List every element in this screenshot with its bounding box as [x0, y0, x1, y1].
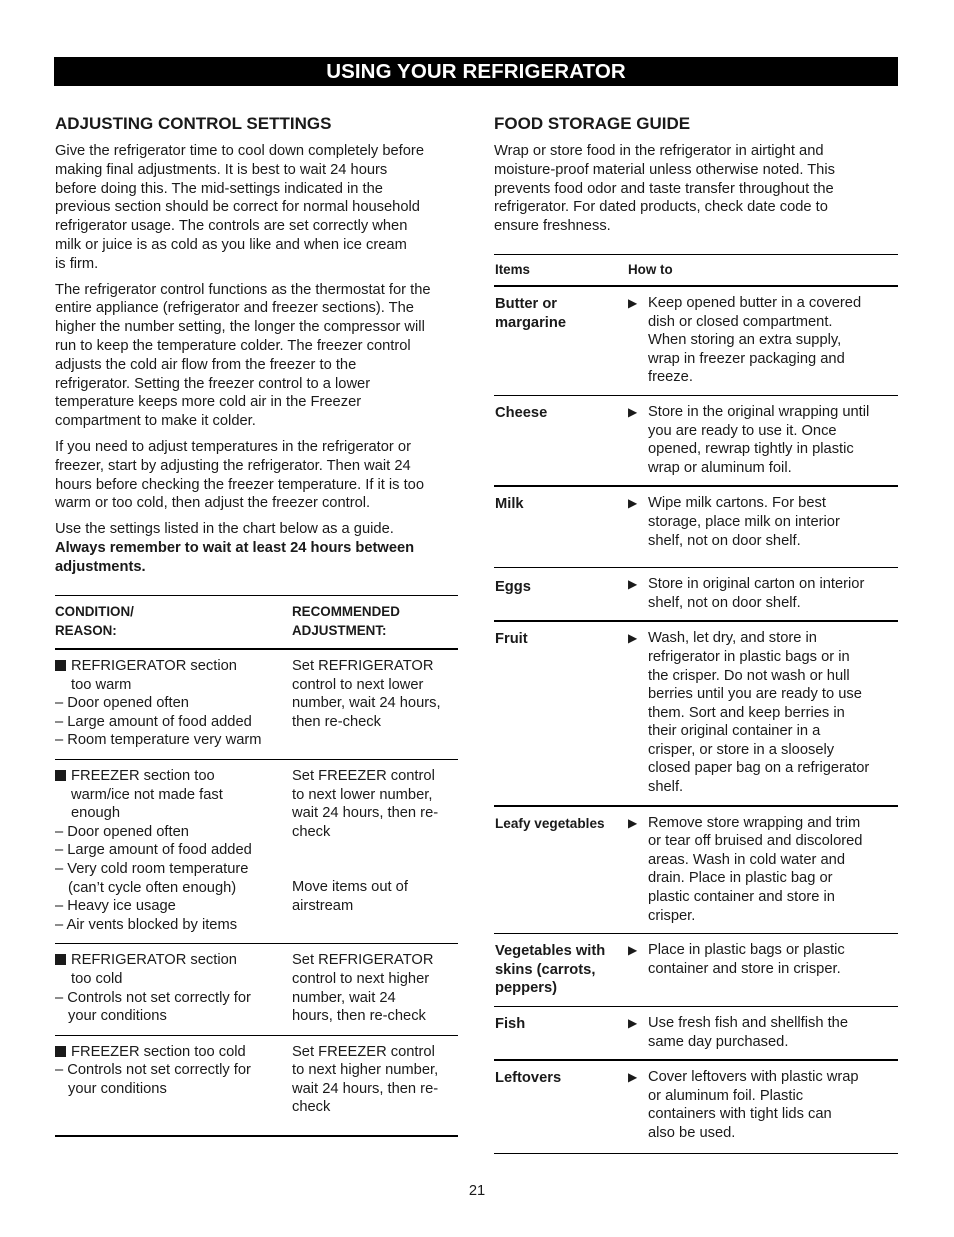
condition-cell: FREEZER section too cold – Controls not set correctly for your conditions: [55, 1043, 251, 1097]
table-row: [494, 1007, 898, 1061]
table-row: [494, 287, 898, 396]
left-column: [55, 114, 459, 584]
triangle-bullet-icon: ▶: [628, 815, 638, 830]
adjustment-cell: Set REFRIGERATOR control to next higher number, wait 24 hours, then re-check: [292, 952, 434, 1025]
how-to-cell: ▶ Keep opened butter in a covered dish or closed compartment. When storing an extra supply, wrap in freezer packaging and freeze.: [628, 295, 862, 386]
adjusting-paragraph-2: The refrigerator control functions as the thermostat for the entire appliance (refrigerator and freezer sections). The higher the number setting, the longer the compressor will run to keep the temperature colder. The freezer control adjusts the cold air flow from the freezer to the refrigerator. Setting the freezer control to a lower temperature keeps more cold air in the Freezer compartment to make it colder.: [55, 281, 431, 430]
adjustment-header: RECOMMENDED ADJUSTMENT:: [292, 604, 400, 638]
table-row: [494, 568, 898, 622]
item-cell: Vegetables with skins (carrots, peppers): [495, 943, 606, 997]
square-bullet-icon: [55, 1046, 66, 1057]
adjusting-heading: ADJUSTING CONTROL SETTINGS: [55, 114, 332, 133]
items-header: Items: [495, 262, 530, 277]
item-cell: Fish: [495, 1016, 526, 1032]
triangle-bullet-icon: ▶: [628, 577, 638, 592]
item-cell: Butter or margarine: [495, 296, 567, 331]
how-to-cell: ▶ Store in the original wrapping until you are ready to use it. Once opened, rewrap tightly in plastic wrap or aluminum foil.: [628, 403, 870, 476]
page-number: 21: [468, 1183, 486, 1199]
triangle-bullet-icon: ▶: [628, 496, 638, 511]
square-bullet-icon: [55, 660, 66, 671]
item-cell: Eggs: [495, 579, 531, 596]
table-row: [494, 1061, 898, 1153]
item-cell: Cheese: [495, 404, 548, 421]
how-to-cell: ▶ Wipe milk cartons. For best storage, place milk on interior shelf, not on door shelf.: [628, 495, 840, 549]
condition-cell: FREEZER section too warm/ice not made fast enough – Door opened often – Large amount of food added – Very cold room temperature (can’t cycle often enough) – Heavy ice usage – Air vents blocked by items: [55, 767, 252, 933]
how-to-cell: ▶ Place in plastic bags or plastic container and store in crisper.: [628, 941, 898, 998]
triangle-bullet-icon: ▶: [628, 1070, 638, 1085]
wait-warning: Always remember to wait at least 24 hours between: [55, 539, 415, 556]
item-cell: Milk: [495, 496, 524, 513]
food-storage-table: [494, 254, 898, 1154]
how-to-cell: ▶ Remove store wrapping and trim or tear off bruised and discolored areas. Wash in cold water and drain. Place in plastic bag or plastic container and store in crisper.: [628, 814, 863, 924]
square-bullet-icon: [55, 954, 66, 965]
adjustment-cell: Set FREEZER control to next higher number, wait 24 hours, then re- check: [292, 1043, 439, 1116]
table-row: [494, 487, 898, 568]
table-row: [494, 622, 898, 806]
how-to-cell: ▶ Use fresh fish and shellfish the same day purchased.: [628, 1015, 849, 1050]
adjusting-paragraph-1: Give the refrigerator time to cool down completely before making final adjustments. It is best to wait 24 hours before doing this. The mid-settings indicated in the previous section should be correct for normal household refrigerator usage. The controls are set correctly when milk or juice is as cold as you like and when ice cream is firm.: [55, 143, 424, 272]
table-row: [55, 760, 458, 944]
how-to-cell: ▶ Store in original carton on interior shelf, not on door shelf.: [628, 576, 865, 611]
food-storage-heading: FOOD STORAGE GUIDE: [494, 114, 691, 133]
table-row: [55, 944, 458, 1035]
square-bullet-icon: [55, 770, 66, 781]
item-cell: Leafy vegetables: [495, 815, 605, 831]
how-to-cell: ▶ Cover leftovers with plastic wrap or aluminum foil. Plastic containers with tight lids can also be used.: [628, 1069, 859, 1141]
item-cell: Leftovers: [495, 1070, 562, 1087]
item-cell: Fruit: [495, 631, 528, 648]
triangle-bullet-icon: ▶: [628, 296, 638, 310]
food-storage-intro: Wrap or store food in the refrigerator in airtight and moisture-proof material unless otherwise noted. This prevents food odor and taste transfer throughout the refrigerator. For dated products, check date code to ensure freshness.: [494, 143, 835, 235]
table-row: [494, 934, 898, 1007]
condition-cell: REFRIGERATOR section too cold – Controls not set correctly for your conditions: [55, 952, 251, 1025]
adjusting-paragraph-4: Use the settings listed in the chart below as a guide. Always remember to wait at least 24 hours between adjustments.: [55, 520, 459, 576]
triangle-bullet-icon: ▶: [628, 631, 638, 646]
condition-cell: REFRIGERATOR section too warm – Door opened often – Large amount of food added – Room temperature very warm: [55, 658, 262, 749]
table-row: [494, 807, 898, 935]
how-to-cell: ▶ Wash, let dry, and store in refrigerator in plastic bags or in the crisper. Do not wash or hull berries until you are ready to use them. Sort and keep berries in their original container in a crisper, or store in a sloosely closed paper bag on a refrigerator shelf.: [628, 630, 870, 796]
adjustment-cell: Set REFRIGERATOR control to next lower number, wait 24 hours, then re-check: [292, 658, 441, 730]
table-row: [55, 1036, 458, 1135]
adjustment-cell: Set FREEZER control to next lower number, wait 24 hours, then re- check Move items out of airstream: [292, 767, 439, 914]
condition-header: CONDITION/ REASON:: [55, 604, 134, 638]
condition-adjustment-table: [55, 595, 458, 1137]
triangle-bullet-icon: ▶: [628, 404, 638, 419]
adjusting-paragraph-3: If you need to adjust temperatures in the refrigerator or freezer, start by adjusting the refrigerator. Then wait 24 hours before checking the freezer temperature. If it is too warm or too cold, then adjust the freezer control.: [55, 438, 425, 512]
table-row: [55, 650, 458, 760]
table-row: [494, 396, 898, 487]
triangle-bullet-icon: ▶: [628, 1016, 638, 1030]
food-table-header: [494, 255, 898, 287]
triangle-bullet-icon: ▶: [628, 943, 638, 958]
section-banner: USING YOUR REFRIGERATOR: [54, 57, 898, 86]
how-to-header: How to: [628, 262, 673, 277]
condition-table-header: [55, 596, 458, 650]
right-column: [494, 114, 898, 243]
